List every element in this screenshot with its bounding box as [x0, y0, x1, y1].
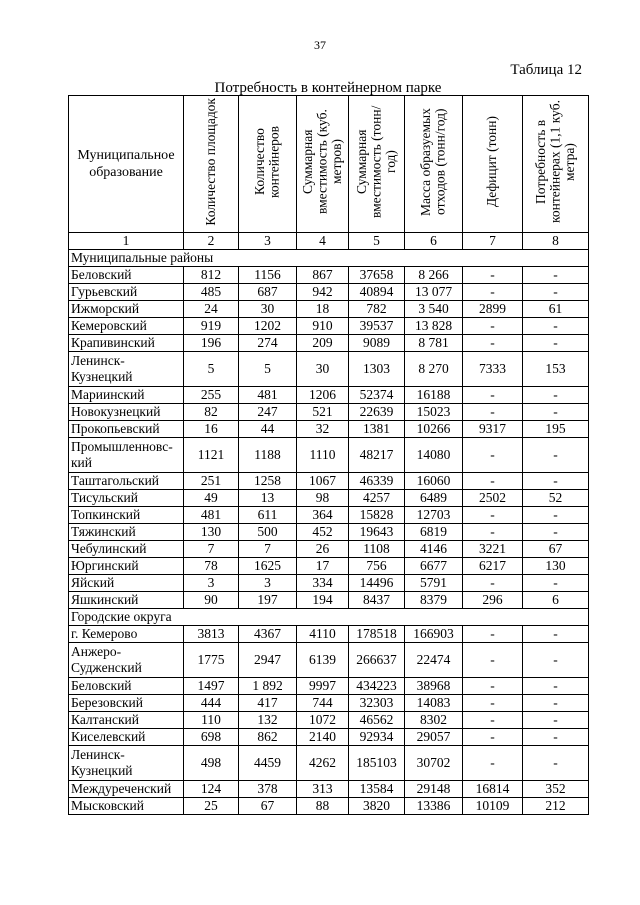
table-cell: -	[463, 524, 523, 541]
table-cell: 521	[297, 404, 349, 421]
table-row	[69, 746, 589, 781]
column-number: 2	[184, 233, 239, 250]
table-cell: -	[523, 438, 589, 473]
table-row	[69, 592, 589, 609]
table-row	[69, 404, 589, 421]
table-cell: 1381	[349, 421, 405, 438]
table-cell: 2899	[463, 301, 523, 318]
table-cell: 178518	[349, 626, 405, 643]
table-cell: -	[463, 746, 523, 781]
table-cell: 15828	[349, 507, 405, 524]
municipality-name: Беловский	[69, 678, 184, 695]
column-number: 6	[405, 233, 463, 250]
table-cell: 40894	[349, 284, 405, 301]
table-row	[69, 301, 589, 318]
table-cell: 6489	[405, 490, 463, 507]
column-number: 5	[349, 233, 405, 250]
table-cell: 1108	[349, 541, 405, 558]
table-cell: -	[463, 626, 523, 643]
table-cell: 251	[184, 473, 239, 490]
table-row	[69, 712, 589, 729]
header-waste-mass	[405, 96, 463, 233]
table-cell: 29057	[405, 729, 463, 746]
table-cell: 195	[523, 421, 589, 438]
municipality-name: Топкинский	[69, 507, 184, 524]
table-cell: -	[463, 284, 523, 301]
table-cell: -	[463, 335, 523, 352]
table-cell: 82	[184, 404, 239, 421]
table-cell: 67	[239, 798, 297, 815]
table-cell: 687	[239, 284, 297, 301]
table-cell: 7333	[463, 352, 523, 387]
table-caption: Потребность в контейнерном парке	[214, 80, 442, 96]
table-cell: 756	[349, 558, 405, 575]
table-cell: 38968	[405, 678, 463, 695]
table-cell: 130	[523, 558, 589, 575]
table-cell: 274	[239, 335, 297, 352]
municipality-name: Прокопьевский	[69, 421, 184, 438]
table-cell: 7	[184, 541, 239, 558]
table-cell: 1775	[184, 643, 239, 678]
table-cell: 22474	[405, 643, 463, 678]
table-cell: 44	[239, 421, 297, 438]
table-cell: 910	[297, 318, 349, 335]
table-row	[69, 438, 589, 473]
table-cell: 2502	[463, 490, 523, 507]
municipality-name: Междуреченский	[69, 781, 184, 798]
table-cell: 1156	[239, 267, 297, 284]
table-cell: 185103	[349, 746, 405, 781]
table-cell: 444	[184, 695, 239, 712]
table-cell: 88	[297, 798, 349, 815]
table-cell: 5791	[405, 575, 463, 592]
table-row	[69, 558, 589, 575]
table-cell: 352	[523, 781, 589, 798]
table-cell: 166903	[405, 626, 463, 643]
table-cell: -	[463, 695, 523, 712]
municipality-name: Киселевский	[69, 729, 184, 746]
municipality-name: Анжеро-Судженский	[69, 643, 184, 678]
table-cell: 1625	[239, 558, 297, 575]
section-title: Муниципальные районы	[69, 250, 589, 267]
table-cell: -	[463, 267, 523, 284]
column-number: 4	[297, 233, 349, 250]
table-cell: 3 540	[405, 301, 463, 318]
table-cell: 13 828	[405, 318, 463, 335]
table-cell: 8 266	[405, 267, 463, 284]
table-cell: 13	[239, 490, 297, 507]
table-cell: 14083	[405, 695, 463, 712]
municipality-name: Березовский	[69, 695, 184, 712]
table-cell: 2947	[239, 643, 297, 678]
table-cell: 37658	[349, 267, 405, 284]
table-cell: 481	[239, 387, 297, 404]
table-cell: 4262	[297, 746, 349, 781]
municipality-name: Калтанский	[69, 712, 184, 729]
header-sites-count-label: Количество площадок	[202, 98, 218, 226]
table-cell: 3221	[463, 541, 523, 558]
table-cell: 4459	[239, 746, 297, 781]
table-cell: 1258	[239, 473, 297, 490]
table-cell: -	[463, 438, 523, 473]
table-cell: 196	[184, 335, 239, 352]
table-row	[69, 421, 589, 438]
table-cell: 1202	[239, 318, 297, 335]
table-cell: 16814	[463, 781, 523, 798]
table-cell: 434223	[349, 678, 405, 695]
table-cell: 19643	[349, 524, 405, 541]
header-container-need-label: Потребность в контейнерах (1,1 куб. метра)	[532, 100, 577, 224]
column-number: 1	[69, 233, 184, 250]
table-cell: 32303	[349, 695, 405, 712]
table-cell: 194	[297, 592, 349, 609]
municipality-name: Гурьевский	[69, 284, 184, 301]
table-cell: -	[523, 387, 589, 404]
table-cell: 10266	[405, 421, 463, 438]
table-row	[69, 267, 589, 284]
table-cell: 4257	[349, 490, 405, 507]
table-cell: 30702	[405, 746, 463, 781]
table-cell: 98	[297, 490, 349, 507]
table-cell: 1110	[297, 438, 349, 473]
table-cell: -	[463, 678, 523, 695]
table-cell: 1497	[184, 678, 239, 695]
table-cell: 481	[184, 507, 239, 524]
table-cell: -	[463, 473, 523, 490]
table-cell: 124	[184, 781, 239, 798]
table-cell: 862	[239, 729, 297, 746]
table-row	[69, 541, 589, 558]
column-number: 8	[523, 233, 589, 250]
table-cell: 25	[184, 798, 239, 815]
table-cell: 8437	[349, 592, 405, 609]
section-row	[69, 609, 589, 626]
table-cell: 13584	[349, 781, 405, 798]
header-containers-count-label: Количество контейнеров	[252, 125, 282, 199]
table-cell: 744	[297, 695, 349, 712]
table-cell: 1121	[184, 438, 239, 473]
table-cell: 942	[297, 284, 349, 301]
header-row	[69, 96, 589, 233]
table-cell: -	[463, 387, 523, 404]
table-cell: 3	[239, 575, 297, 592]
table-cell: 4367	[239, 626, 297, 643]
table-cell: 2140	[297, 729, 349, 746]
table-cell: 6677	[405, 558, 463, 575]
header-capacity-tons-label: Суммарная вместимость (тонн/год)	[353, 105, 398, 219]
table-cell: 14496	[349, 575, 405, 592]
table-row	[69, 575, 589, 592]
table-cell: 7	[239, 541, 297, 558]
table-cell: 17	[297, 558, 349, 575]
table-row	[69, 284, 589, 301]
table-cell: -	[523, 524, 589, 541]
table-cell: 255	[184, 387, 239, 404]
table-cell: 16188	[405, 387, 463, 404]
table-cell: 15023	[405, 404, 463, 421]
table-cell: 90	[184, 592, 239, 609]
table-cell: -	[523, 335, 589, 352]
table-cell: 6	[523, 592, 589, 609]
table-cell: -	[463, 643, 523, 678]
table-cell: 16060	[405, 473, 463, 490]
table-cell: -	[523, 575, 589, 592]
table-cell: 29148	[405, 781, 463, 798]
table-cell: -	[523, 318, 589, 335]
section-title: Городские округа	[69, 609, 589, 626]
table-cell: 485	[184, 284, 239, 301]
table-cell: 1067	[297, 473, 349, 490]
table-cell: 1303	[349, 352, 405, 387]
table-cell: -	[523, 404, 589, 421]
section-row	[69, 250, 589, 267]
column-number-row	[69, 233, 589, 250]
table-cell: 498	[184, 746, 239, 781]
header-municipality: Муниципальное образование	[69, 96, 184, 233]
table-cell: -	[523, 695, 589, 712]
table-cell: 452	[297, 524, 349, 541]
table-cell: 1 892	[239, 678, 297, 695]
table-cell: 6819	[405, 524, 463, 541]
header-waste-mass-label: Масса образуемых отходов (тонн/год)	[418, 108, 448, 216]
table-cell: 12703	[405, 507, 463, 524]
table-cell: 812	[184, 267, 239, 284]
table-row	[69, 695, 589, 712]
municipality-name: Юргинский	[69, 558, 184, 575]
table-cell: -	[463, 507, 523, 524]
municipality-name: Яшкинский	[69, 592, 184, 609]
municipality-name: Яйский	[69, 575, 184, 592]
table-cell: 61	[523, 301, 589, 318]
table-cell: 9997	[297, 678, 349, 695]
municipality-name: Крапивинский	[69, 335, 184, 352]
table-cell: 867	[297, 267, 349, 284]
table-cell: 52374	[349, 387, 405, 404]
table-label: Таблица 12	[510, 62, 582, 78]
municipality-name: Мариинский	[69, 387, 184, 404]
municipality-name: Ижморский	[69, 301, 184, 318]
table-cell: 13 077	[405, 284, 463, 301]
table-row	[69, 626, 589, 643]
table-cell: 417	[239, 695, 297, 712]
table-cell: 8 781	[405, 335, 463, 352]
table-cell: -	[463, 404, 523, 421]
table-row	[69, 643, 589, 678]
header-capacity-m3	[297, 96, 349, 233]
table-cell: 153	[523, 352, 589, 387]
table-cell: -	[523, 473, 589, 490]
table-row	[69, 729, 589, 746]
table-row	[69, 524, 589, 541]
table-cell: 247	[239, 404, 297, 421]
table-cell: 212	[523, 798, 589, 815]
table-cell: 13386	[405, 798, 463, 815]
table-row	[69, 335, 589, 352]
header-capacity-m3-label: Суммарная вместимость (куб. метров)	[299, 109, 344, 215]
table-cell: 3	[184, 575, 239, 592]
page-number: 37	[314, 38, 326, 52]
table-cell: 4146	[405, 541, 463, 558]
table-cell: 9089	[349, 335, 405, 352]
municipality-name: Мысковский	[69, 798, 184, 815]
table-cell: 52	[523, 490, 589, 507]
municipality-name: Ленинск-Кузнецкий	[69, 746, 184, 781]
municipality-name: Таштагольский	[69, 473, 184, 490]
municipality-name: Беловский	[69, 267, 184, 284]
table-cell: -	[463, 729, 523, 746]
table-cell: 14080	[405, 438, 463, 473]
header-deficit	[463, 96, 523, 233]
table-cell: 334	[297, 575, 349, 592]
municipality-name: Тяжинский	[69, 524, 184, 541]
table-cell: 3813	[184, 626, 239, 643]
table-cell: 6139	[297, 643, 349, 678]
table-cell: 8 270	[405, 352, 463, 387]
table-cell: -	[523, 626, 589, 643]
table-row	[69, 507, 589, 524]
table-cell: 16	[184, 421, 239, 438]
table-cell: 1072	[297, 712, 349, 729]
table-cell: 611	[239, 507, 297, 524]
table-row	[69, 781, 589, 798]
table-cell: 9317	[463, 421, 523, 438]
table-cell: -	[523, 643, 589, 678]
table-cell: 1188	[239, 438, 297, 473]
header-deficit-label: Дефицит (тонн)	[484, 116, 500, 208]
table-cell: 5	[184, 352, 239, 387]
municipality-name: Промышленновс-кий	[69, 438, 184, 473]
header-container-need	[523, 96, 589, 233]
table-cell: 30	[239, 301, 297, 318]
table-cell: 3820	[349, 798, 405, 815]
municipality-name: Новокузнецкий	[69, 404, 184, 421]
table-cell: 8379	[405, 592, 463, 609]
table-cell: 4110	[297, 626, 349, 643]
municipality-name: Чебулинский	[69, 541, 184, 558]
table-cell: 46339	[349, 473, 405, 490]
table-cell: 30	[297, 352, 349, 387]
table-cell: -	[523, 507, 589, 524]
table-cell: 313	[297, 781, 349, 798]
municipality-name: Кемеровский	[69, 318, 184, 335]
table-cell: 698	[184, 729, 239, 746]
table-cell: 92934	[349, 729, 405, 746]
table-cell: 26	[297, 541, 349, 558]
table-cell: -	[523, 678, 589, 695]
table-cell: -	[463, 318, 523, 335]
table-cell: -	[523, 284, 589, 301]
table-cell: 6217	[463, 558, 523, 575]
table-cell: 8302	[405, 712, 463, 729]
table-cell: 364	[297, 507, 349, 524]
table-cell: -	[463, 712, 523, 729]
table-cell: 32	[297, 421, 349, 438]
table-row	[69, 678, 589, 695]
table-cell: 130	[184, 524, 239, 541]
table-cell: 39537	[349, 318, 405, 335]
table-cell: 919	[184, 318, 239, 335]
table-cell: 5	[239, 352, 297, 387]
table-row	[69, 490, 589, 507]
column-number: 3	[239, 233, 297, 250]
table-cell: 18	[297, 301, 349, 318]
table-cell: -	[463, 575, 523, 592]
table-row	[69, 318, 589, 335]
table-cell: 378	[239, 781, 297, 798]
municipality-name: Тисульский	[69, 490, 184, 507]
table-cell: 209	[297, 335, 349, 352]
table-row	[69, 387, 589, 404]
table-cell: 110	[184, 712, 239, 729]
table-cell: 500	[239, 524, 297, 541]
table-row	[69, 473, 589, 490]
table-cell: -	[523, 712, 589, 729]
table-cell: -	[523, 267, 589, 284]
table-cell: 46562	[349, 712, 405, 729]
container-demand-table	[68, 95, 589, 815]
municipality-name: Ленинск-Кузнецкий	[69, 352, 184, 387]
table-cell: 49	[184, 490, 239, 507]
table-cell: 296	[463, 592, 523, 609]
table-cell: 197	[239, 592, 297, 609]
header-sites-count	[184, 96, 239, 233]
header-containers-count	[239, 96, 297, 233]
table-cell: 48217	[349, 438, 405, 473]
table-cell: 78	[184, 558, 239, 575]
table-cell: -	[523, 729, 589, 746]
table-cell: 10109	[463, 798, 523, 815]
table-cell: 24	[184, 301, 239, 318]
table-row	[69, 798, 589, 815]
table-cell: 22639	[349, 404, 405, 421]
table-cell: 266637	[349, 643, 405, 678]
table-cell: 67	[523, 541, 589, 558]
header-capacity-tons	[349, 96, 405, 233]
table-row	[69, 352, 589, 387]
municipality-name: г. Кемерово	[69, 626, 184, 643]
table-cell: 1206	[297, 387, 349, 404]
table-body	[69, 233, 589, 815]
table-cell: -	[523, 746, 589, 781]
column-number: 7	[463, 233, 523, 250]
table-cell: 782	[349, 301, 405, 318]
table-cell: 132	[239, 712, 297, 729]
